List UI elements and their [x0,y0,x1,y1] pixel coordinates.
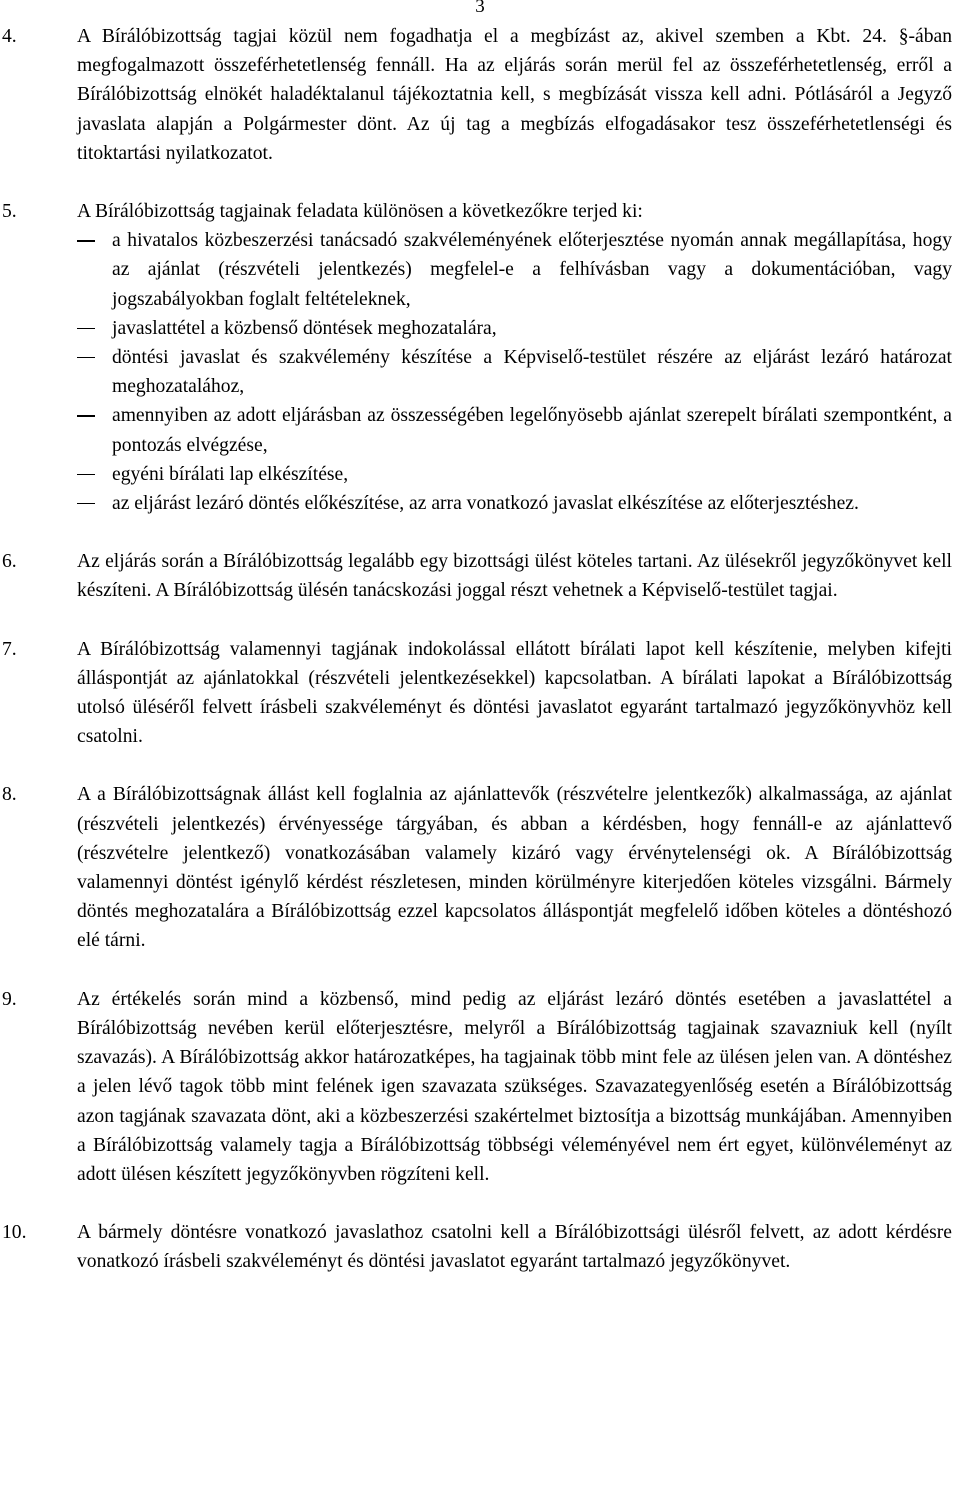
paragraph-9 [0,985,952,1189]
paragraph-5 [0,197,952,518]
paragraph-7 [0,635,952,752]
list-item: az eljárást lezáró döntés előkészítése, az arra vonatkozó javaslat elkészítése az előterjesztéshez. [77,489,952,518]
paragraph-number: 7. [2,638,17,660]
paragraph-text: A bármely döntésre vonatkozó javaslathoz csatolni kell a Bírálóbizottsági ülésről felvett, az adott kérdésre vonatkozó írásbeli szakvéleményt és döntési javaslatot egyaránt tartalmazó jegyzőkönyvet. [77,1222,952,1273]
paragraph-text: A Bírálóbizottság tagjainak feladata különösen a következőkre terjed ki: [77,201,643,223]
paragraph-number: 10. [2,1222,27,1244]
dash-bullet-icon [77,401,112,459]
paragraph-number: 8. [2,784,17,806]
paragraph-text: A a Bírálóbizottságnak állást kell foglalnia az ajánlattevők (részvételre jelentkezők) alkalmassága, az ajánlat (részvételi jelentkezés) érvényessége tárgyában, és abban a kérdésben, hogy fennáll-e az ajánlattevő (részvételre jelentkező) vonatkozásában valamely kizáró vagy érvénytelenségi ok. A Bírálóbizottság valamennyi döntést igénylő kérdést részletesen, minden körülményre kiterjedően köteles vizsgálni. Bármely döntés meghozatalára a Bírálóbizottság ezzel kapcsolatos álláspontját megfelelő időben köteles a döntéshozó elé tárni. [77,784,952,952]
paragraph-10 [0,1218,952,1276]
dash-bullet-icon [77,343,112,401]
document-body [0,22,952,1277]
paragraph-number: 6. [2,551,17,573]
paragraph-text: A Bírálóbizottság tagjai közül nem fogadhatja el a megbízást az, akivel szemben a Kbt. 24. §-ában megfogalmazott összeférhetetlenség fennáll. Ha az eljárás során merül fel az összeférhetetlenség, erről a Bírálóbizottság elnökét haladéktalanul tájékoztatnia kell, s megbízását vissza kell adni. Pótlásáról a Jegyző javaslata alapján a Polgármester dönt. Az új tag a megbízás elfogadásakor tesz összeférhetetlenségi és titoktartási nyilatkozatot. [77,26,952,164]
paragraph-text: A Bírálóbizottság valamennyi tagjának indokolással ellátott bírálati lapot kell készítenie, melyben kifejti álláspontját az ajánlatokkal (részvételi jelentkezésekkel) kapcsolatban. A bírálati lapokat a Bírálóbizottság utolsó üléséről felvett írásbeli szakvéleményt és döntési javaslatot egyaránt tartalmazó jegyzőkönyvhöz kell csatolni. [77,638,952,748]
dash-bullet-icon [77,460,112,489]
task-list [77,226,952,518]
dash-bullet-icon [77,226,112,314]
paragraph-6 [0,547,952,605]
paragraph-number: 9. [2,988,17,1010]
paragraph-number: 5. [2,201,17,223]
list-item: döntési javaslat és szakvélemény készítése a Képviselő-testület részére az eljárást lezáró határozat meghozatalához, [77,343,952,401]
paragraph-4 [0,22,952,168]
dash-bullet-icon [77,314,112,343]
page-number: 3 [475,0,485,17]
list-item: amennyiben az adott eljárásban az összességében legelőnyösebb ajánlat szerepelt bírálati szempontként, a pontozás elvégzése, [77,401,952,459]
list-item: egyéni bírálati lap elkészítése, [77,460,952,489]
paragraph-text: Az értékelés során mind a közbenső, mind pedig az eljárást lezáró döntés esetében a javaslattétel a Bírálóbizottság nevében kerül előterjesztésre, melyről a Bírálóbizottság tagjainak szavazniuk kell (nyílt szavazás). A Bírálóbizottság akkor határozatképes, ha tagjainak több mint fele az ülésen jelen van. A döntéshez a jelen lévő tagok több mint felének igen szavazata szükséges. Szavazategyenlőség esetén a Bírálóbizottság azon tagjának szavazata dönt, aki a közbeszerzési szakértelmet biztosítja a bizottság munkájában. Amennyiben a Bírálóbizottság valamely tagja a Bírálóbizottság többségi véleményével nem ért egyet, különvéleményt az adott ülésen készített jegyzőkönyvben rögzíteni kell. [77,988,952,1185]
paragraph-number: 4. [2,26,17,47]
paragraph-8 [0,780,952,955]
paragraph-text: Az eljárás során a Bírálóbizottság legalább egy bizottsági ülést köteles tartani. Az ülésekről jegyzőkönyvet kell készíteni. A Bírálóbizottság ülésén tanácskozási joggal részt vehetnek a Képviselő-testület tagjai. [77,551,952,602]
list-item: a hivatalos közbeszerzési tanácsadó szakvéleményének előterjesztése nyomán annak megállapítása, hogy az ajánlat (részvételi jelentkezés) megfelel-e a felhívásban vagy a dokumentációban, vagy jogszabályokban foglalt feltételeknek, [77,226,952,314]
dash-bullet-icon [77,489,112,518]
list-item: javaslattétel a közbenső döntések meghozatalára, [77,314,952,343]
